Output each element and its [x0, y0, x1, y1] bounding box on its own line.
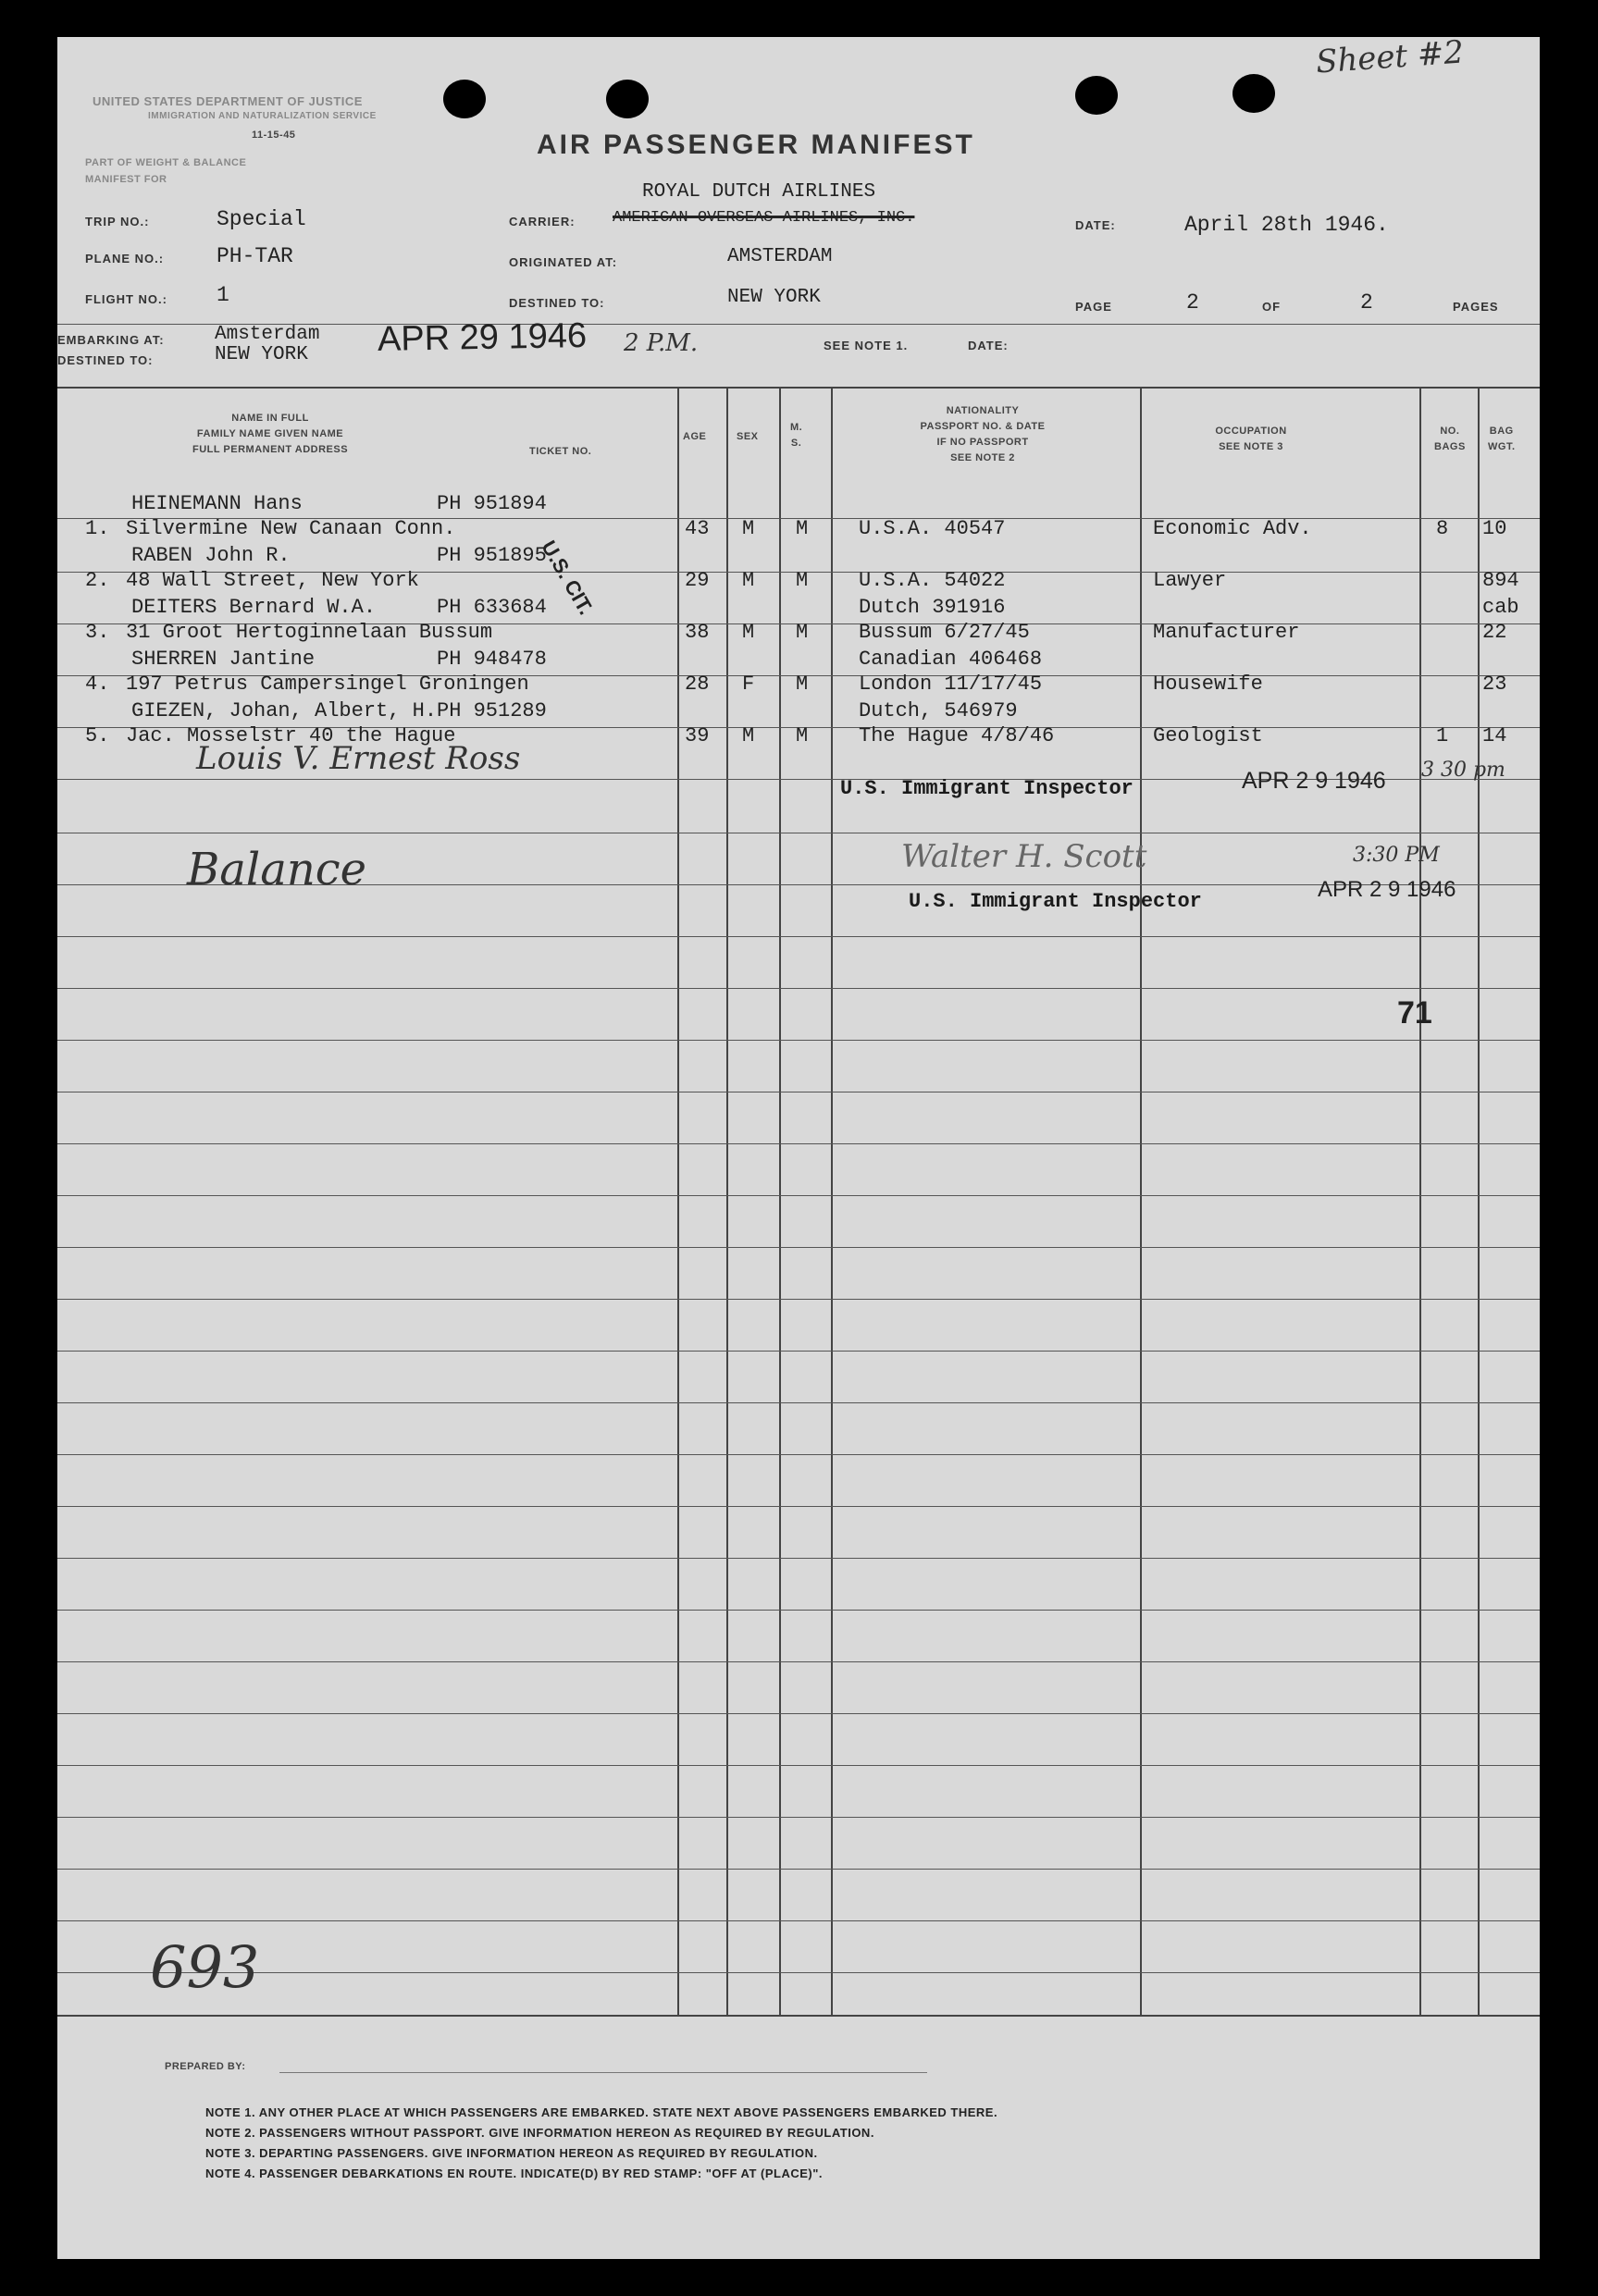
passenger-nationality: Dutch, 546979 [859, 699, 1018, 722]
pages-label: PAGES [1453, 300, 1499, 314]
inspection-time-1: 3 30 pm [1421, 759, 1505, 782]
passenger-address: 197 Petrus Campersingel Groningen [126, 673, 529, 696]
table-bottom-border [57, 2015, 1540, 2017]
embarking-value: Amsterdam [215, 324, 320, 345]
ruled-row-line [57, 1661, 1540, 1662]
passenger-sex: F [742, 673, 755, 696]
passenger-ticket: PH 948478 [437, 648, 547, 671]
bags-column-header: NO. BAGS [1434, 426, 1466, 452]
ruled-row-line [57, 1765, 1540, 1766]
grid-col-nat-left [831, 389, 833, 2017]
date-label: DATE: [1075, 218, 1116, 232]
passenger-passport: U.S.A. 54022 [859, 569, 1006, 592]
grid-col-occ-left [1140, 389, 1142, 2017]
ruled-row-line [57, 1247, 1540, 1248]
page-number-handwritten: 693 [150, 1933, 260, 2001]
passenger-age: 38 [685, 621, 710, 644]
destined-label: DESTINED TO: [509, 296, 605, 310]
ruled-row-line [57, 1558, 1540, 1559]
passenger-ticket: PH 951895 [437, 544, 547, 567]
passenger-number: 3. [85, 621, 110, 644]
passenger-nationality: Dutch 391916 [859, 596, 1006, 619]
ruled-row-line [57, 1454, 1540, 1455]
grid-col-sex-left [726, 389, 728, 2017]
ruled-row-line [57, 1299, 1540, 1300]
name-column-header: NAME IN FULL FAMILY NAME GIVEN NAME FULL PERMANENT ADDRESS [192, 413, 349, 455]
passenger-passport: U.S.A. 40547 [859, 517, 1006, 540]
passenger-passport: The Hague 4/8/46 [859, 724, 1055, 747]
part-of-label: PART OF WEIGHT & BALANCE [85, 157, 247, 168]
occupation-column-header: OCCUPATION SEE NOTE 3 [1215, 426, 1287, 452]
ruled-row-line [57, 1402, 1540, 1403]
ruled-row-line [57, 1713, 1540, 1714]
inspector-signature-1: Louis V. Ernest Ross [196, 740, 521, 777]
passenger-occupation: Economic Adv. [1153, 517, 1312, 540]
page-value: 2 [1186, 290, 1199, 315]
grid-col-wgt-left [1478, 389, 1480, 2017]
passenger-bag-weight: 23 [1482, 673, 1507, 696]
flight-no-value: 1 [217, 283, 229, 307]
passenger-marital-status: M [796, 569, 809, 592]
form-number: 11-15-45 [252, 130, 296, 141]
ms-column-header: M. S. [790, 422, 803, 449]
ruled-row-line [57, 1040, 1540, 1041]
passenger-bag-weight: 894 [1482, 569, 1519, 592]
see-note-label: SEE NOTE 1. [824, 339, 909, 352]
passenger-count-mark: 71 [1397, 995, 1432, 1031]
balance-note: Balance [187, 844, 367, 895]
prepared-by-line [279, 2072, 927, 2073]
passenger-occupation: Manufacturer [1153, 621, 1300, 644]
passenger-number: 5. [85, 724, 110, 747]
carrier-label: CARRIER: [509, 215, 576, 228]
ruled-row-line [57, 988, 1540, 989]
passenger-age: 28 [685, 673, 710, 696]
passenger-sex: M [742, 621, 755, 644]
punch-hole [443, 80, 486, 118]
ticket-column-header: TICKET NO. [529, 446, 592, 457]
passenger-marital-status: M [796, 517, 809, 540]
date-value: April 28th 1946. [1184, 213, 1389, 237]
passenger-ticket: PH 951894 [437, 492, 547, 515]
carrier-struck-value: AMERICAN OVERSEAS AIRLINES, INC. [613, 209, 915, 227]
prepared-by-label: PREPARED BY: [165, 2061, 246, 2072]
passenger-passport: London 11/17/45 [859, 673, 1043, 696]
inspection-date-stamp-2: APR 2 9 1946 [1318, 877, 1456, 902]
passenger-marital-status: M [796, 724, 809, 747]
service-label: IMMIGRATION AND NATURALIZATION SERVICE [148, 111, 377, 121]
passenger-bag-weight: 22 [1482, 621, 1507, 644]
arrival-time-handwritten: 2 P.M. [624, 329, 699, 357]
ruled-row-line [57, 1143, 1540, 1144]
passenger-bag-weight: 14 [1482, 724, 1507, 747]
passenger-age: 29 [685, 569, 710, 592]
form-title: AIR PASSENGER MANIFEST [537, 130, 975, 160]
flight-no-label: FLIGHT NO.: [85, 292, 167, 306]
passenger-bag-weight: 10 [1482, 517, 1507, 540]
plane-no-label: PLANE NO.: [85, 252, 165, 265]
destined2-label: DESTINED TO: [57, 353, 154, 367]
ruled-row-line [57, 936, 1540, 937]
punch-hole [606, 80, 649, 118]
passenger-name: DEITERS Bernard W.A. [131, 596, 377, 619]
arrival-date-stamp: APR 29 1946 [377, 316, 588, 359]
passenger-address: Silvermine New Canaan Conn. [126, 517, 456, 540]
inspector-signature-2: Walter H. Scott [901, 838, 1147, 875]
passenger-bags: 1 [1436, 724, 1449, 747]
passenger-name: RABEN John R. [131, 544, 291, 567]
ruled-row-line [57, 1972, 1540, 1973]
ruled-row-line [57, 1506, 1540, 1507]
grid-col-age-left [677, 389, 679, 2017]
passenger-sex: M [742, 517, 755, 540]
passenger-bags: 8 [1436, 517, 1449, 540]
trip-no-value: Special [217, 207, 306, 231]
carrier-value: ROYAL DUTCH AIRLINES [642, 181, 876, 203]
inspection-date-stamp-1: APR 2 9 1946 [1242, 768, 1386, 794]
ruled-row-line [57, 1195, 1540, 1196]
of-label: OF [1262, 300, 1282, 314]
footnote-3: NOTE 3. DEPARTING PASSENGERS. GIVE INFORMATION HEREON AS REQUIRED BY REGULATION. [205, 2146, 818, 2160]
sex-column-header: SEX [737, 431, 759, 442]
passenger-number: 2. [85, 569, 110, 592]
destined-value: NEW YORK [727, 287, 821, 308]
passenger-marital-status: M [796, 621, 809, 644]
date2-label: DATE: [968, 339, 1009, 352]
of-value: 2 [1360, 290, 1373, 315]
passenger-sex: M [742, 724, 755, 747]
passenger-nationality: Canadian 406468 [859, 648, 1043, 671]
passenger-occupation: Housewife [1153, 673, 1263, 696]
passenger-ticket: PH 633684 [437, 596, 547, 619]
grid-col-bags-left [1419, 389, 1421, 2017]
originated-value: AMSTERDAM [727, 246, 833, 267]
passenger-age: 43 [685, 517, 710, 540]
trip-no-label: TRIP NO.: [85, 215, 150, 228]
passenger-address: 48 Wall Street, New York [126, 569, 419, 592]
passenger-age: 39 [685, 724, 710, 747]
passenger-bag-weight-note: cab [1482, 596, 1519, 619]
page-label: PAGE [1075, 300, 1112, 314]
inspection-time-2: 3:30 PM [1353, 844, 1440, 867]
plane-no-value: PH-TAR [217, 244, 293, 268]
ruled-row-line [57, 1817, 1540, 1818]
inspector-label-1: U.S. Immigrant Inspector [840, 777, 1133, 800]
footnote-4: NOTE 4. PASSENGER DEBARKATIONS EN ROUTE. INDICATE(D) BY RED STAMP: "OFF AT (PLACE)". [205, 2166, 824, 2180]
nationality-column-header: NATIONALITY PASSPORT NO. & DATE IF NO PASSPORT SEE NOTE 2 [920, 405, 1046, 463]
passenger-name: GIEZEN, Johan, Albert, H. [131, 699, 438, 722]
passenger-sex: M [742, 569, 755, 592]
table-top-border [57, 387, 1540, 389]
ruled-row-line [57, 1869, 1540, 1870]
grid-col-ms-left [779, 389, 781, 2017]
destined2-value: NEW YORK [215, 344, 308, 365]
manifest-for-label: MANIFEST FOR [85, 174, 167, 185]
us-citizen-annotation: U.S. CIT. [537, 537, 599, 619]
passenger-marital-status: M [796, 673, 809, 696]
manifest-sheet [57, 33, 1540, 2259]
passenger-ticket: PH 951289 [437, 699, 547, 722]
passenger-name: SHERREN Jantine [131, 648, 316, 671]
inspector-label-2: U.S. Immigrant Inspector [909, 890, 1202, 913]
department-label: UNITED STATES DEPARTMENT OF JUSTICE [93, 94, 363, 108]
wgt-column-header: BAG WGT. [1488, 426, 1516, 452]
ruled-row-line [57, 1610, 1540, 1611]
originated-label: ORIGINATED AT: [509, 255, 618, 269]
passenger-address: Jac. Mosselstr 40 the Hague [126, 724, 456, 747]
embarking-label: EMBARKING AT: [57, 333, 165, 347]
passenger-number: 1. [85, 517, 110, 540]
ruled-row-line [57, 1351, 1540, 1352]
passenger-occupation: Geologist [1153, 724, 1263, 747]
footnote-2: NOTE 2. PASSENGERS WITHOUT PASSPORT. GIVE INFORMATION HEREON AS REQUIRED BY REGULATION. [205, 2126, 874, 2140]
passenger-name: HEINEMANN Hans [131, 492, 303, 515]
footnote-1: NOTE 1. ANY OTHER PLACE AT WHICH PASSENGERS ARE EMBARKED. STATE NEXT ABOVE PASSENGERS EMBARKED THERE. [205, 2105, 998, 2119]
passenger-passport: Bussum 6/27/45 [859, 621, 1030, 644]
punch-hole [1075, 76, 1118, 115]
passenger-address: 31 Groot Hertoginnelaan Bussum [126, 621, 493, 644]
sheet-mark: Sheet #2 [1314, 33, 1466, 81]
passenger-number: 4. [85, 673, 110, 696]
age-column-header: AGE [683, 431, 707, 442]
punch-hole [1233, 74, 1275, 113]
passenger-occupation: Lawyer [1153, 569, 1227, 592]
ruled-row-line [57, 1920, 1540, 1921]
